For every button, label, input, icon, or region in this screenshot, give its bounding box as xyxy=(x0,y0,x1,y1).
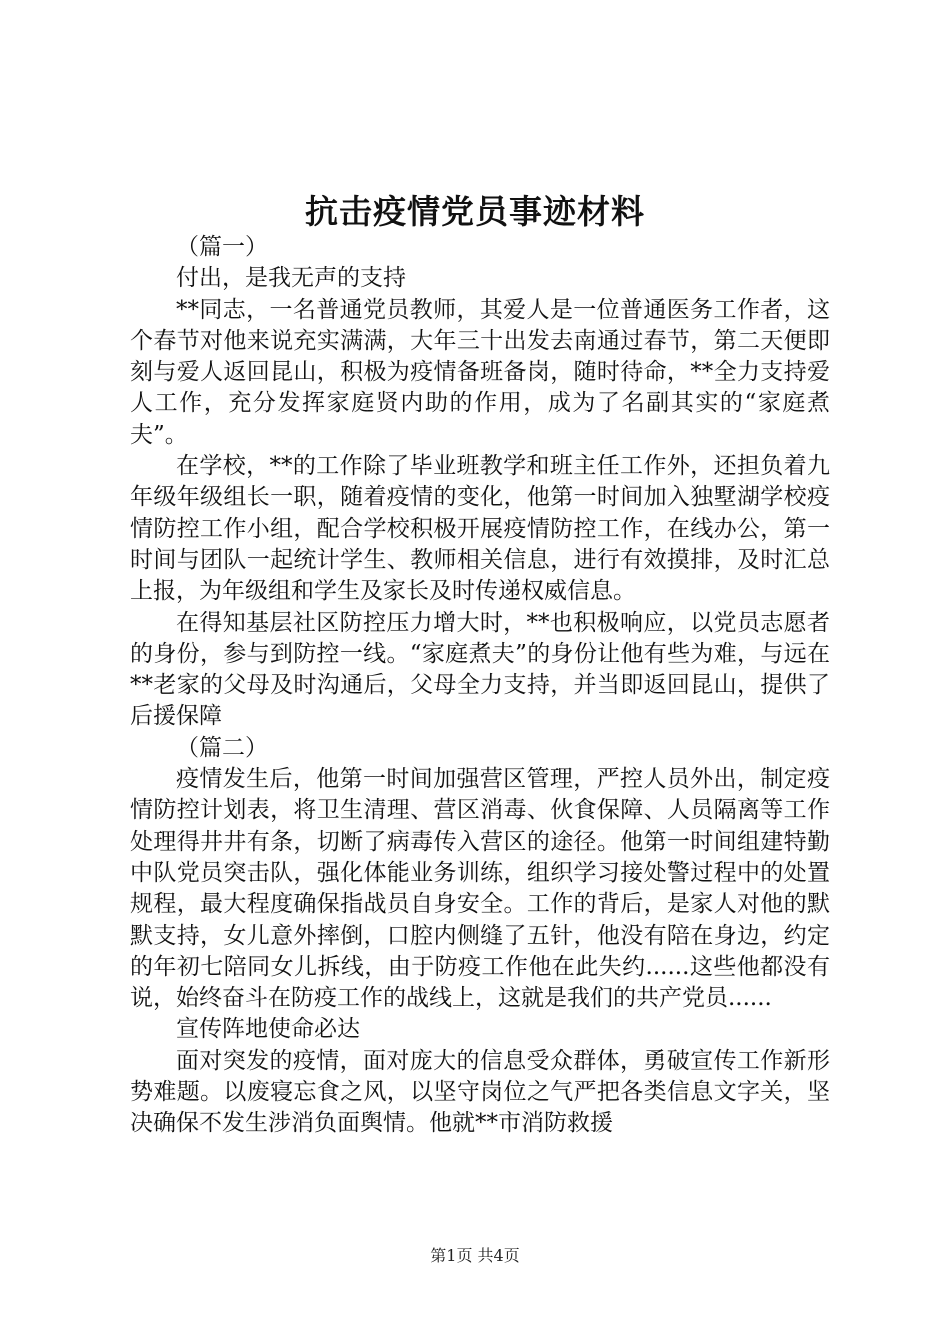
paragraph: 面对突发的疫情，面对庞大的信息受众群体，勇破宣传工作新形势难题。以废寝忘食之风，以坚守岗位之气严把各类信息文字关，坚决确保不发生涉消负面舆情。他就**市消防救援 xyxy=(130,1047,830,1137)
document-title: 抗击疫情党员事迹材料 xyxy=(305,192,645,231)
subheading: 宣传阵地使命必达 xyxy=(176,1016,360,1043)
page-number: 第1页 共4页 xyxy=(430,1246,520,1265)
document-body xyxy=(130,232,830,1140)
section-heading: （篇二） xyxy=(176,734,268,761)
section-heading: （篇一） xyxy=(176,234,268,260)
paragraph: 疫情发生后，他第一时间加强营区管理，严控人员外出，制定疫情防控计划表，将卫生清理、营区消毒、伙食保障、人员隔离等工作处理得井井有条，切断了病毒传入营区的途径。他第一时间组建特勤中队党员突击队，强化体能业务训练，组织学习接处警过程中的处置规程，最大程度确保指战员自身安全。工作的背后，是家人对他的默默支持，女儿意外摔倒，口腔内侧缝了五针，他没有陪在身边，约定的年初七陪同女儿拆线，由于防疫工作他在此失约......这些他都没有说，始终奋斗在防疫工作的战线上，这就是我们的共产党员...... xyxy=(130,766,830,1012)
subheading: 付出，是我无声的支持 xyxy=(176,265,406,292)
paragraph: 在学校，**的工作除了毕业班教学和班主任工作外，还担负着九年级年级组长一职，随着疫情的变化，他第一时间加入独墅湖学校疫情防控工作小组，配合学校积极开展疫情防控工作，在线办公，第一时间与团队一起统计学生、教师相关信息，进行有效摸排，及时汇总上报，为年级组和学生及家长及时传递权威信息。 xyxy=(130,453,830,605)
paragraph: 在得知基层社区防控压力增大时，**也积极响应，以党员志愿者的身份，参与到防控一线。“家庭煮夫”的身份让他有些为难，与远在**老家的父母及时沟通后，父母全力支持，并当即返回昆山，提供了后援保障 xyxy=(130,609,830,730)
paragraph: **同志，一名普通党员教师，其爱人是一位普通医务工作者，这个春节对他来说充实满满，大年三十出发去南通过春节，第二天便即刻与爱人返回昆山，积极为疫情备班备岗，随时待命，**全力支持爱人工作，充分发挥家庭贤内助的作用，成为了名副其实的“家庭煮夫”。 xyxy=(130,296,830,448)
